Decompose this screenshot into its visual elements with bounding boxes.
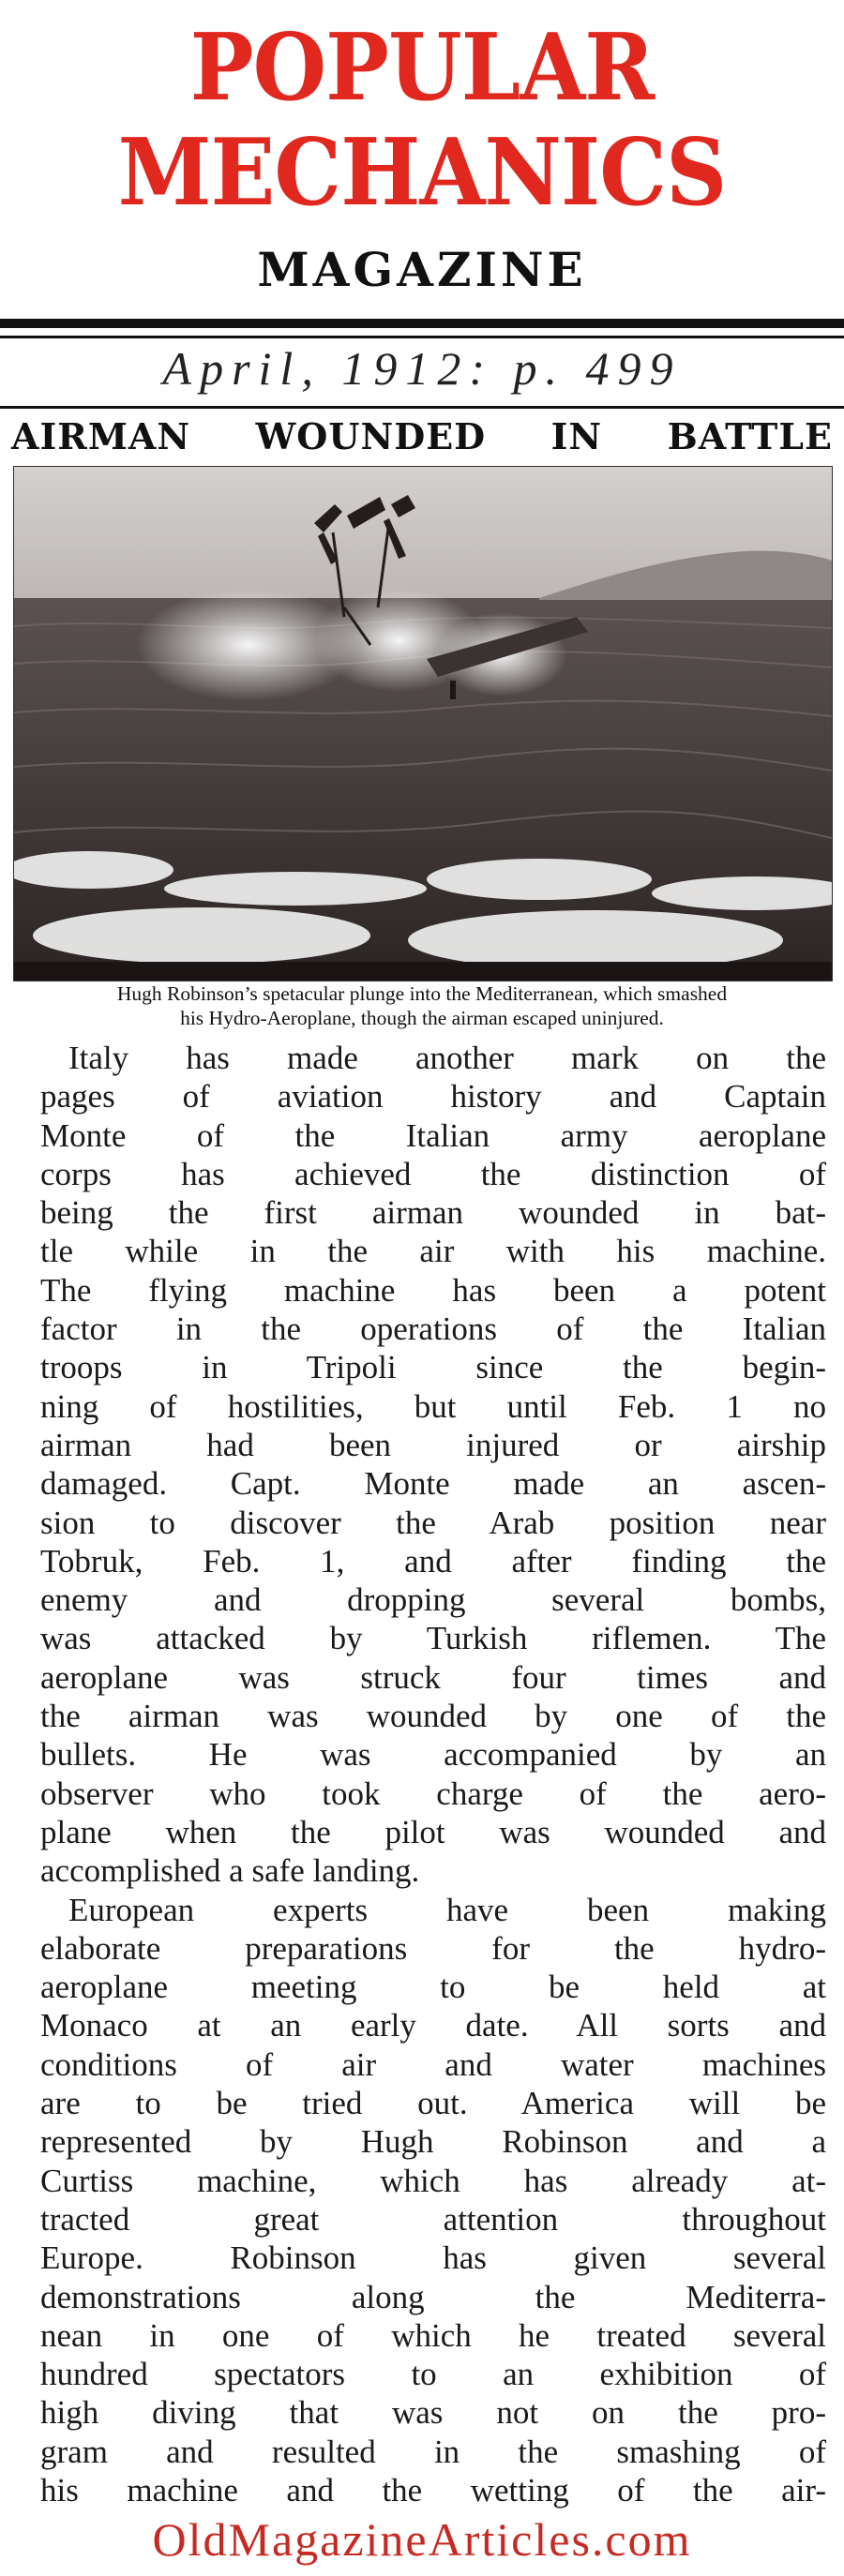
masthead-subtitle: MAGAZINE: [257, 242, 587, 297]
masthead-rule-thick: [0, 319, 844, 328]
article-line: corps has achieved the distinction of: [40, 1155, 826, 1192]
article-line: aeroplane meeting to be held at: [40, 1969, 826, 2006]
article-line: enemy and dropping several bombs,: [40, 1581, 826, 1619]
headline-word: BATTLE: [667, 415, 833, 457]
headline-word: WOUNDED: [255, 415, 487, 457]
article-line: aeroplane was struck four times and: [40, 1658, 826, 1696]
article-line: Monaco at an early date. All sorts and: [40, 2007, 826, 2044]
photo-caption: [13, 981, 831, 1030]
article-line: pages of aviation history and Captain: [40, 1078, 826, 1116]
dateline-rule: [0, 406, 844, 409]
article-line: the airman was wounded by one of the: [40, 1698, 826, 1735]
article-line: being the first airman wounded in bat-: [40, 1194, 826, 1232]
article-line: are to be tried out. America will be: [40, 2085, 826, 2122]
article-line: conditions of air and water machines: [40, 2045, 826, 2083]
caption-line: his Hydro-Aeroplane, though the airman escaped uninjured.: [180, 1007, 664, 1029]
article-line: represented by Hugh Robinson and a: [40, 2123, 826, 2161]
masthead-title-line1: POPULAR: [189, 14, 655, 122]
article-line: The flying machine has been a potent: [40, 1271, 826, 1309]
article-line: Curtiss machine, which has already at-: [40, 2162, 826, 2199]
masthead-title-line2: MECHANICS: [117, 119, 727, 227]
caption-line: Hugh Robinson’s spetacular plunge into the Mediterranean, which smashed: [116, 982, 728, 1005]
article-line: sion to discover the Arab position near: [40, 1504, 826, 1541]
article-line: factor in the operations of the Italian: [40, 1310, 826, 1348]
article-line: nean in one of which he treated several: [40, 2316, 826, 2354]
article-line: was attacked by Turkish riflemen. The: [40, 1620, 826, 1657]
article-body: [40, 1039, 826, 2509]
article-headline: [11, 415, 833, 457]
headline-word: AIRMAN: [11, 415, 191, 457]
masthead-rule-thin: [0, 336, 844, 338]
headline-word: IN: [550, 415, 603, 457]
article-line: high diving that was not on the pro-: [40, 2394, 826, 2432]
article-line: Monte of the Italian army aeroplane: [40, 1116, 826, 1154]
article-line: his machine and the wetting of the air-: [40, 2471, 826, 2509]
article-line: Italy has made another mark on the: [68, 1040, 826, 1076]
article-line: demonstrations along the Mediterra-: [40, 2278, 826, 2315]
article-line: bullets. He was accompanied by an: [40, 1736, 826, 1774]
issue-dateline: April, 1912: p. 499: [162, 342, 682, 395]
article-line: observer who took charge of the aero-: [40, 1775, 826, 1812]
article-line: plane when the pilot was wounded and: [40, 1813, 826, 1850]
article-line: elaborate preparations for the hydro-: [40, 1929, 826, 1967]
article-line: tle while in the air with his machine.: [40, 1233, 826, 1270]
footer-site-name[interactable]: OldMagazineArticles.com: [152, 2513, 692, 2566]
article-line: tracted great attention throughout: [40, 2200, 826, 2238]
article-line: hundred spectators to an exhibition of: [40, 2356, 826, 2393]
article-line: Tobruk, Feb. 1, and after finding the: [40, 1542, 826, 1580]
article-line: troops in Tripoli since the begin-: [40, 1349, 826, 1386]
article-line: European experts have been making: [68, 1891, 826, 1928]
article-line: ning of hostilities, but until Feb. 1 no: [40, 1387, 826, 1425]
article-line: airman had been injured or airship: [40, 1426, 826, 1463]
article-line: damaged. Capt. Monte made an ascen-: [40, 1465, 826, 1503]
article-line: gram and resulted in the smashing of: [40, 2433, 826, 2470]
article-line: Europe. Robinson has given several: [40, 2239, 826, 2277]
article-line: accomplished a safe landing.: [40, 1852, 420, 1890]
seaplane-crash-photo: [13, 466, 833, 981]
